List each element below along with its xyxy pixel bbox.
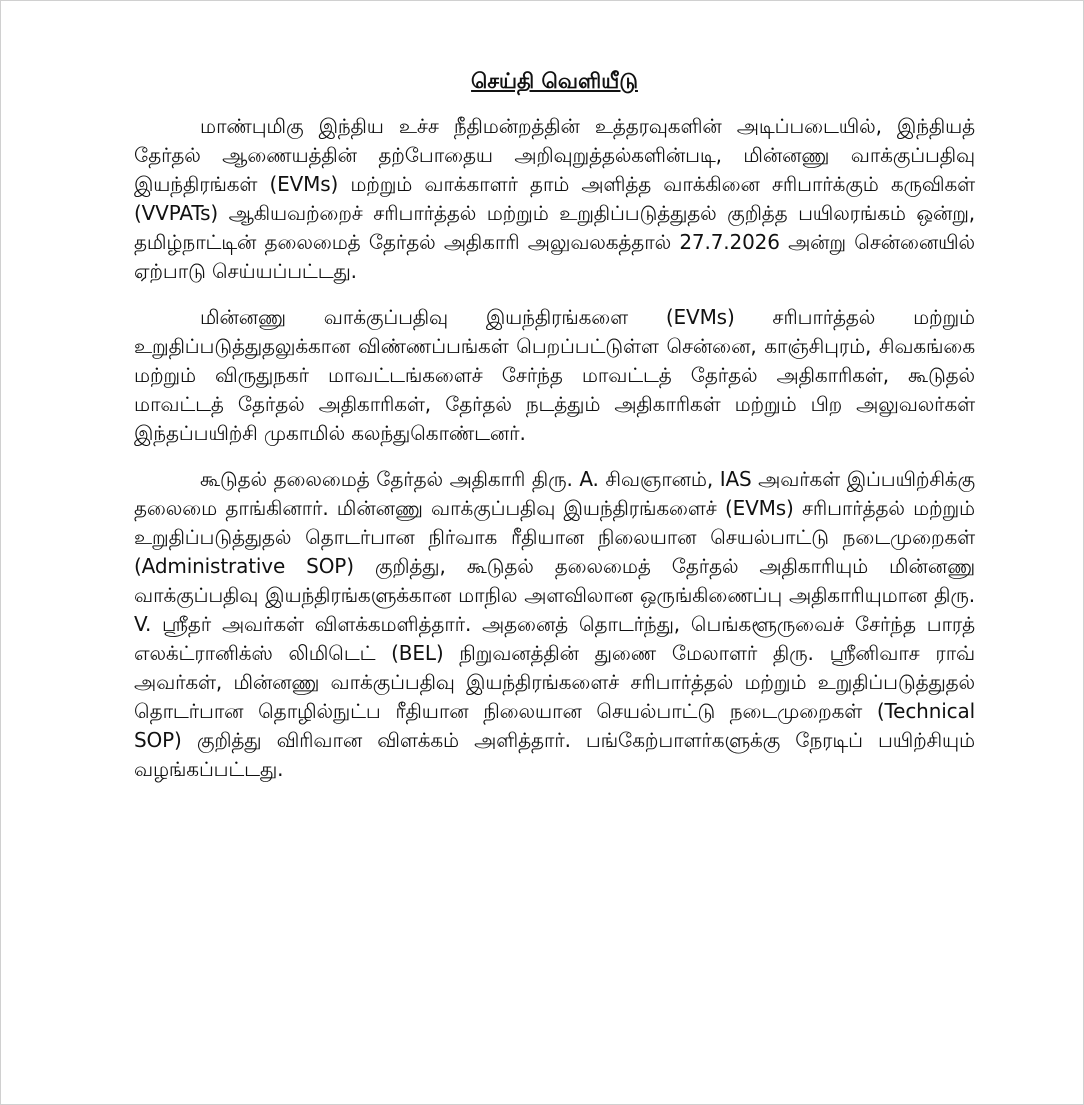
- paragraph-sessions: கூடுதல் தலைமைத் தேர்தல் அதிகாரி திரு. A. சிவஞானம், IAS அவர்கள் இப்பயிற்சிக்கு தலைமை தாங்கினார். மின்னணு வாக்குப்பதிவு இயந்திரங்களைச் (EVMs) சரிபார்த்தல் மற்றும் உறுதிப்படுத்துதல் தொடர்பான நிர்வாக ரீதியான நிலையான செயல்பாட்டு நடைமுறைகள் (Administrative SOP) குறித்து, கூடுதல் தலைமைத் தேர்தல் அதிகாரியும் மின்னணு வாக்குப்பதிவு இயந்திரங்களுக்கான மாநில அளவிலான ஒருங்கிணைப்பு அதிகாரியுமான திரு. V. ஸ்ரீதர் அவர்கள் விளக்கமளித்தார். அதனைத் தொடர்ந்து, பெங்களூருவைச் சேர்ந்த பாரத் எலக்ட்ரானிக்ஸ் லிமிடெட் (BEL) நிறுவனத்தின் துணை மேலாளர் திரு. ஸ்ரீனிவாச ராவ் அவர்கள், மின்னணு வாக்குப்பதிவு இயந்திரங்களைச் சரிபார்த்தல் மற்றும் உறுதிப்படுத்துதல் தொடர்பான தொழில்நுட்ப ரீதியான நிலையான செயல்பாட்டு நடைமுறைகள் (Technical SOP) குறித்து விரிவான விளக்கம் அளித்தார். பங்கேற்பாளர்களுக்கு நேரடிப் பயிற்சியும் வழங்கப்பட்டது.: [134, 467, 975, 781]
- document-title: செய்தி வெளியீடு: [471, 69, 638, 93]
- paragraph-participants: மின்னணு வாக்குப்பதிவு இயந்திரங்களை (EVMs) சரிபார்த்தல் மற்றும் உறுதிப்படுத்துதலுக்கான விண்ணப்பங்கள் பெறப்பட்டுள்ள சென்னை, காஞ்சிபுரம், சிவகங்கை மற்றும் விருதுநகர் மாவட்டங்களைச் சேர்ந்த மாவட்டத் தேர்தல் அதிகாரிகள், கூடுதல் மாவட்டத் தேர்தல் அதிகாரிகள், தேர்தல் நடத்தும் அதிகாரிகள் மற்றும் பிற அலுவலர்கள் இந்தப்பயிற்சி முகாமில் கலந்துகொண்டனர்.: [134, 305, 975, 445]
- press-release-document: [134, 58, 975, 801]
- paragraph-workshop-announcement: மாண்புமிகு இந்திய உச்ச நீதிமன்றத்தின் உத்தரவுகளின் அடிப்படையில், இந்தியத் தேர்தல் ஆணையத்தின் தற்போதைய அறிவுறுத்தல்களின்படி, மின்னணு வாக்குப்பதிவு இயந்திரங்கள் (EVMs) மற்றும் வாக்காளர் தாம் அளித்த வாக்கினை சரிபார்க்கும் கருவிகள் (VVPATs) ஆகியவற்றைச் சரிபார்த்தல் மற்றும் உறுதிப்படுத்துதல் குறித்த பயிலரங்கம் ஒன்று, தமிழ்நாட்டின் தலைமைத் தேர்தல் அதிகாரி அலுவலகத்தால் 27.7.2026 அன்று சென்னையில் ஏற்பாடு செய்யப்பட்டது.: [134, 114, 975, 283]
